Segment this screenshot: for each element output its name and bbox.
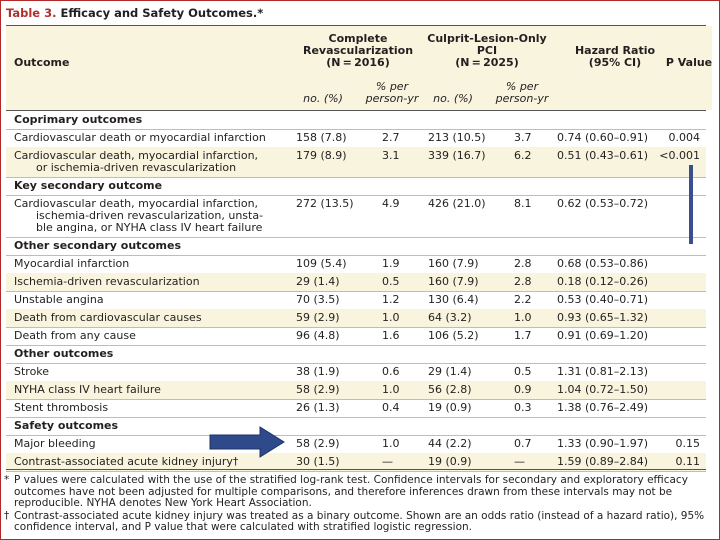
cell-hr: 1.31 (0.81–2.13) bbox=[557, 365, 649, 378]
header-top-rule bbox=[6, 25, 706, 26]
cell-c-no: 58 (2.9) bbox=[296, 383, 340, 396]
cell-c-rate: — bbox=[382, 455, 393, 468]
footnote-2 bbox=[4, 511, 716, 534]
table-row bbox=[6, 129, 706, 147]
vertical-bar-marker bbox=[689, 165, 693, 244]
row-label: ble angina, or NYHA class IV heart failure bbox=[36, 221, 263, 234]
culprit-header-line-2: PCI bbox=[476, 44, 498, 57]
cell-p-no: 213 (10.5) bbox=[428, 131, 486, 144]
cell-p-no: 160 (7.9) bbox=[428, 257, 479, 270]
cell-p-no: 29 (1.4) bbox=[428, 365, 472, 378]
cell-p-rate: 1.7 bbox=[514, 329, 532, 342]
footnote-2-mark: † bbox=[4, 509, 10, 522]
cell-hr: 1.33 (0.90–1.97) bbox=[557, 437, 649, 450]
row-label: Contrast-associated acute kidney injury† bbox=[14, 455, 239, 468]
cell-c-no: 96 (4.8) bbox=[296, 329, 340, 342]
section-label: Other outcomes bbox=[14, 347, 114, 360]
section-row bbox=[6, 417, 706, 435]
cell-hr: 0.74 (0.60–0.91) bbox=[557, 131, 649, 144]
row-separator bbox=[6, 471, 706, 472]
cell-p-rate: 0.9 bbox=[514, 383, 532, 396]
cell-hr: 0.62 (0.53–0.72) bbox=[557, 197, 649, 210]
cell-pv: <0.001 bbox=[659, 149, 700, 162]
cell-pv: 0.15 bbox=[675, 437, 700, 450]
table-row bbox=[6, 195, 706, 237]
cell-c-no: 58 (2.9) bbox=[296, 437, 340, 450]
culprit-header bbox=[425, 33, 549, 69]
culprit-header-line-3: (N = 2025) bbox=[455, 56, 519, 69]
cell-p-rate: 0.7 bbox=[514, 437, 532, 450]
table-title bbox=[6, 6, 263, 20]
row-label: Death from cardiovascular causes bbox=[14, 311, 202, 324]
cell-c-no: 26 (1.3) bbox=[296, 401, 340, 414]
cell-p-rate: 3.7 bbox=[514, 131, 532, 144]
cell-c-rate: 1.0 bbox=[382, 311, 400, 324]
table-caption: Efficacy and Safety Outcomes.* bbox=[60, 6, 264, 20]
culprit-rate-line-1: % per bbox=[505, 80, 539, 93]
cell-c-rate: 3.1 bbox=[382, 149, 400, 162]
complete-header bbox=[298, 33, 418, 69]
section-row bbox=[6, 177, 706, 195]
table-row bbox=[6, 147, 706, 177]
table-row bbox=[6, 291, 706, 309]
cell-pv: 0.004 bbox=[668, 131, 700, 144]
cell-hr: 1.38 (0.76–2.49) bbox=[557, 401, 649, 414]
complete-header-line-1: Complete bbox=[328, 32, 388, 45]
cell-hr: 0.18 (0.12–0.26) bbox=[557, 275, 649, 288]
section-label: Safety outcomes bbox=[14, 419, 119, 432]
cell-p-no: 19 (0.9) bbox=[428, 455, 472, 468]
complete-header-line-3: (N = 2016) bbox=[326, 56, 390, 69]
cell-p-rate: 2.2 bbox=[514, 293, 532, 306]
table-row bbox=[6, 399, 706, 417]
cell-p-rate: — bbox=[514, 455, 525, 468]
cell-p-no: 426 (21.0) bbox=[428, 197, 486, 210]
section-label: Coprimary outcomes bbox=[14, 113, 143, 126]
row-label: NYHA class IV heart failure bbox=[14, 383, 161, 396]
cell-p-rate: 2.8 bbox=[514, 275, 532, 288]
cell-hr: 0.53 (0.40–0.71) bbox=[557, 293, 649, 306]
cell-p-rate: 0.5 bbox=[514, 365, 532, 378]
hazard-header-line-2: (95% CI) bbox=[588, 56, 642, 69]
row-label: Cardiovascular death, myocardial infarction, bbox=[14, 197, 259, 210]
cell-c-rate: 1.6 bbox=[382, 329, 400, 342]
table-row bbox=[6, 255, 706, 273]
hazard-header bbox=[560, 45, 670, 69]
cell-p-rate: 8.1 bbox=[514, 197, 532, 210]
cell-c-rate: 0.6 bbox=[382, 365, 400, 378]
cell-pv: 0.11 bbox=[675, 455, 700, 468]
row-label: Stent thrombosis bbox=[14, 401, 109, 414]
section-row bbox=[6, 237, 706, 255]
table-row bbox=[6, 381, 706, 399]
hazard-header-line-1: Hazard Ratio bbox=[574, 44, 656, 57]
cell-p-no: 339 (16.7) bbox=[428, 149, 486, 162]
table-row bbox=[6, 327, 706, 345]
cell-c-no: 179 (8.9) bbox=[296, 149, 347, 162]
cell-c-rate: 4.9 bbox=[382, 197, 400, 210]
cell-c-rate: 0.4 bbox=[382, 401, 400, 414]
complete-rate-line-1: % per bbox=[375, 80, 409, 93]
cell-hr: 0.91 (0.69–1.20) bbox=[557, 329, 649, 342]
cell-hr: 1.04 (0.72–1.50) bbox=[557, 383, 649, 396]
cell-c-no: 109 (5.4) bbox=[296, 257, 347, 270]
table-number: Table 3. bbox=[6, 6, 57, 20]
right-arrow-icon bbox=[208, 425, 288, 459]
cell-p-rate: 6.2 bbox=[514, 149, 532, 162]
cell-p-no: 106 (5.2) bbox=[428, 329, 479, 342]
cell-p-rate: 1.0 bbox=[514, 311, 532, 324]
cell-p-no: 130 (6.4) bbox=[428, 293, 479, 306]
cell-c-no: 59 (2.9) bbox=[296, 311, 340, 324]
section-label: Key secondary outcome bbox=[14, 179, 163, 192]
cell-c-no: 272 (13.5) bbox=[296, 197, 354, 210]
cell-c-no: 38 (1.9) bbox=[296, 365, 340, 378]
table-bottom-rule bbox=[6, 469, 706, 470]
outcome-header: Outcome bbox=[14, 56, 70, 69]
complete-rate-line-2: person-yr bbox=[365, 92, 419, 105]
cell-hr: 0.68 (0.53–0.86) bbox=[557, 257, 649, 270]
cell-hr: 0.51 (0.43–0.61) bbox=[557, 149, 649, 162]
cell-p-no: 160 (7.9) bbox=[428, 275, 479, 288]
cell-c-rate: 1.0 bbox=[382, 383, 400, 396]
cell-c-rate: 1.2 bbox=[382, 293, 400, 306]
cell-p-no: 64 (3.2) bbox=[428, 311, 472, 324]
row-label: or ischemia-driven revascularization bbox=[36, 161, 237, 174]
cell-c-no: 158 (7.8) bbox=[296, 131, 347, 144]
section-label: Other secondary outcomes bbox=[14, 239, 181, 252]
cell-hr: 1.59 (0.89–2.84) bbox=[557, 455, 649, 468]
row-label: Stroke bbox=[14, 365, 50, 378]
section-row bbox=[6, 345, 706, 363]
cell-c-rate: 1.0 bbox=[382, 437, 400, 450]
cell-p-no: 44 (2.2) bbox=[428, 437, 472, 450]
culprit-no-subheader: no. (%) bbox=[433, 92, 473, 105]
complete-header-line-2: Revascularization bbox=[302, 44, 414, 57]
row-label: ischemia-driven revascularization, unsta- bbox=[36, 209, 264, 222]
row-label: Cardiovascular death or myocardial infarction bbox=[14, 131, 266, 144]
pvalue-header: P Value bbox=[665, 56, 713, 69]
footnote-1-text: P values were calculated with the use of the stratified log-rank test. Confidence intervals for secondary and exploratory efficacy outcomes have not been adjusted for multiple comparisons, and therefore inferences drawn from these intervals may not be reproducible. NYHA denotes New York Heart Association. bbox=[14, 474, 688, 509]
complete-rate-subheader bbox=[364, 81, 420, 105]
row-label: Death from any cause bbox=[14, 329, 136, 342]
section-row bbox=[6, 111, 706, 129]
row-label: Myocardial infarction bbox=[14, 257, 130, 270]
row-label: Ischemia-driven revascularization bbox=[14, 275, 200, 288]
culprit-rate-line-2: person-yr bbox=[495, 92, 549, 105]
cell-p-no: 19 (0.9) bbox=[428, 401, 472, 414]
footnote-1 bbox=[4, 475, 716, 510]
cell-c-rate: 1.9 bbox=[382, 257, 400, 270]
cell-p-rate: 2.8 bbox=[514, 257, 532, 270]
cell-c-no: 30 (1.5) bbox=[296, 455, 340, 468]
cell-p-no: 56 (2.8) bbox=[428, 383, 472, 396]
table-row bbox=[6, 363, 706, 381]
culprit-header-line-1: Culprit-Lesion-Only bbox=[427, 32, 547, 45]
table-row bbox=[6, 435, 706, 453]
table-row bbox=[6, 273, 706, 291]
footnote-1-mark: * bbox=[4, 474, 10, 486]
cell-p-rate: 0.3 bbox=[514, 401, 532, 414]
cell-hr: 0.93 (0.65–1.32) bbox=[557, 311, 649, 324]
cell-c-rate: 2.7 bbox=[382, 131, 400, 144]
cell-c-no: 70 (3.5) bbox=[296, 293, 340, 306]
footnotes bbox=[4, 475, 716, 535]
cell-c-rate: 0.5 bbox=[382, 275, 400, 288]
row-label: Cardiovascular death, myocardial infarction, bbox=[14, 149, 259, 162]
culprit-rate-subheader bbox=[494, 81, 550, 105]
table-row bbox=[6, 309, 706, 327]
cell-c-no: 29 (1.4) bbox=[296, 275, 340, 288]
footnote-2-text: Contrast-associated acute kidney injury was treated as a binary outcome. Shown are an odds ratio (instead of a hazard ratio), 95% confidence interval, and P value that were calculated with stratified logistic regression. bbox=[14, 509, 705, 533]
row-label: Unstable angina bbox=[14, 293, 104, 306]
complete-no-subheader: no. (%) bbox=[303, 92, 343, 105]
row-label: Major bleeding bbox=[14, 437, 96, 450]
